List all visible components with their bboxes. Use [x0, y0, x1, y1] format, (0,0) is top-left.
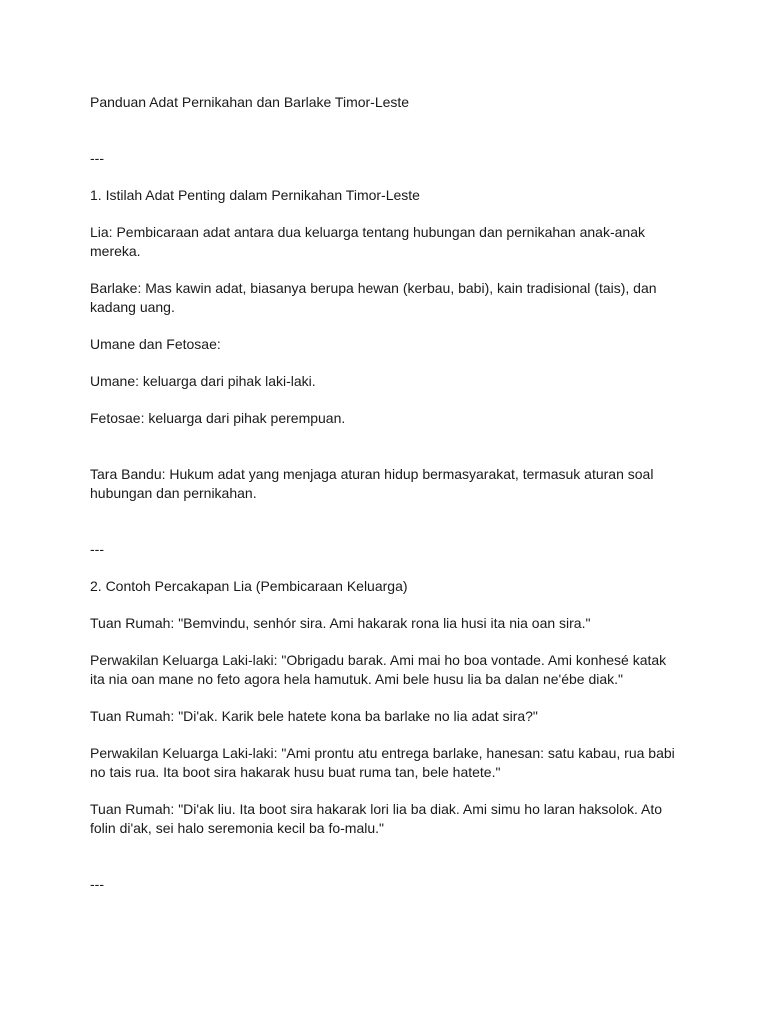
term-barlake: Barlake: Mas kawin adat, biasanya berupa hewan (kerbau, babi), kain tradisional (tais), dan kadang uang. [90, 280, 657, 315]
dialogue-line: Tuan Rumah: "Di'ak. Karik bele hatete kona ba barlake no lia adat sira?" [90, 708, 538, 724]
separator: --- [90, 876, 104, 892]
term-tara-bandu: Tara Bandu: Hukum adat yang menjaga aturan hidup bermasyarakat, termasuk aturan soal hubungan dan pernikahan. [90, 466, 654, 501]
separator: --- [90, 541, 104, 557]
section-2-heading: 2. Contoh Percakapan Lia (Pembicaraan Keluarga) [90, 578, 408, 594]
dialogue-line: Tuan Rumah: "Bemvindu, senhór sira. Ami hakarak rona lia husi ita nia oan sira." [90, 615, 591, 631]
separator: --- [90, 150, 104, 166]
term-umane: Umane: keluarga dari pihak laki-laki. [90, 373, 316, 389]
dialogue-line: Tuan Rumah: "Di'ak liu. Ita boot sira hakarak lori lia ba diak. Ami simu ho laran haksolok. Ato folin di'ak, sei halo seremonia kecil ba fo-malu." [90, 801, 663, 836]
document-title: Panduan Adat Pernikahan dan Barlake Timor-Leste [90, 94, 410, 110]
term-fetosae: Fetosae: keluarga dari pihak perempuan. [90, 410, 346, 426]
term-lia: Lia: Pembicaraan adat antara dua keluarga tentang hubungan dan pernikahan anak-anak mereka. [90, 224, 645, 259]
term-umane-fetosae: Umane dan Fetosae: [90, 336, 221, 352]
document-body [90, 93, 675, 894]
dialogue-line: Perwakilan Keluarga Laki-laki: "Ami prontu atu entrega barlake, hanesan: satu kabau, rua babi no tais rua. Ita boot sira hakarak husu buat ruma tan, bele hatete." [90, 745, 675, 780]
section-1-heading: 1. Istilah Adat Penting dalam Pernikahan Timor-Leste [90, 187, 420, 203]
dialogue-line: Perwakilan Keluarga Laki-laki: "Obrigadu barak. Ami mai ho boa vontade. Ami konhesé katak ita nia oan mane no feto agora hela hamutuk. Ami bele husu lia ba dalan ne'ébe diak." [90, 652, 667, 687]
